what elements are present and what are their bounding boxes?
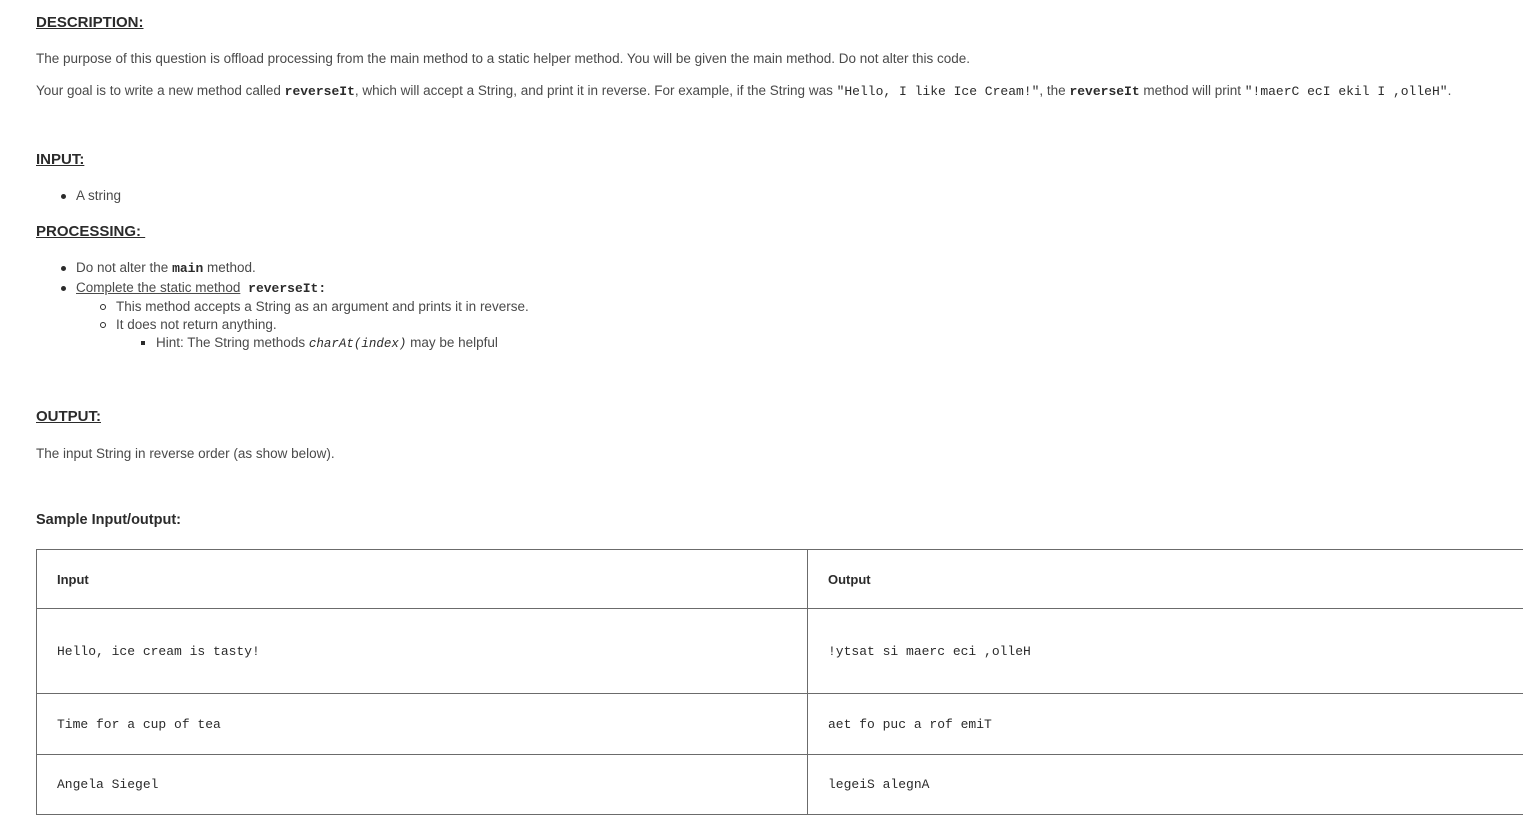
sample-output-cell: legeiS alegnA: [808, 755, 1523, 815]
processing-text: Do not alter the: [76, 260, 173, 275]
table-header-row: [37, 550, 1523, 609]
description-text: , which will accept a String, and print it in reverse. For example, if the String was: [354, 83, 837, 98]
description-paragraph-2: [36, 83, 1451, 99]
input-list-item: A string: [76, 188, 122, 203]
example-input-code: "Hello, I like Ice Cream!": [836, 84, 1040, 99]
main-code: main: [172, 261, 204, 276]
hint-text: may be helpful: [406, 335, 498, 350]
sample-output-cell: aet fo puc a rof emiT: [808, 694, 1523, 755]
processing-list-item: [76, 280, 326, 296]
sample-input-cell: Hello, ice cream is tasty!: [37, 609, 808, 694]
input-heading: INPUT:: [36, 151, 85, 168]
processing-sub-item: This method accepts a String as an argument and prints it in reverse.: [116, 299, 529, 314]
bullet-disc: [61, 194, 66, 199]
hint-text: Hint: The String methods: [156, 335, 309, 350]
table-row: [37, 609, 1523, 694]
bullet-circle: [100, 322, 106, 328]
description-paragraph-1: The purpose of this question is offload processing from the main method to a static helper method. You will be given the main method. Do not alter this code.: [36, 51, 971, 66]
sample-output-cell: !ytsat si maerc eci ,olleH: [808, 609, 1523, 694]
processing-hint: [156, 335, 498, 351]
output-heading: OUTPUT:: [36, 408, 101, 425]
processing-sub-item: It does not return anything.: [116, 317, 277, 332]
method-name-code: reverseIt: [284, 84, 355, 99]
sample-table: [36, 549, 1523, 815]
processing-heading: PROCESSING:: [36, 223, 146, 240]
sample-title: Sample Input/output:: [36, 512, 181, 528]
sample-input-cell: Time for a cup of tea: [37, 694, 808, 755]
sample-input-cell: Angela Siegel: [37, 755, 808, 815]
description-heading: DESCRIPTION:: [36, 14, 144, 31]
table-row: [37, 755, 1523, 815]
bullet-disc: [61, 266, 66, 271]
description-text: , the: [1039, 83, 1070, 98]
description-text: Your goal is to write a new method called: [36, 83, 285, 98]
processing-list-item: [76, 260, 256, 276]
charat-code: charAt(index): [308, 337, 407, 351]
description-text: method will print: [1139, 83, 1245, 98]
output-column-header: Output: [808, 550, 1523, 609]
output-description: The input String in reverse order (as show below).: [36, 446, 335, 461]
processing-text: method.: [203, 260, 256, 275]
bullet-circle: [100, 304, 106, 310]
method-name-code: reverseIt: [1069, 84, 1140, 99]
example-output-code: "!maerC ecI ekil I ,olleH": [1244, 84, 1448, 99]
table-row: [37, 694, 1523, 755]
bullet-disc: [61, 286, 66, 291]
static-method-link[interactable]: Complete the static method: [76, 280, 241, 295]
reverseit-code: reverseIt:: [240, 281, 327, 296]
input-column-header: Input: [37, 550, 808, 609]
description-text: .: [1447, 83, 1452, 98]
bullet-square: [141, 341, 145, 345]
